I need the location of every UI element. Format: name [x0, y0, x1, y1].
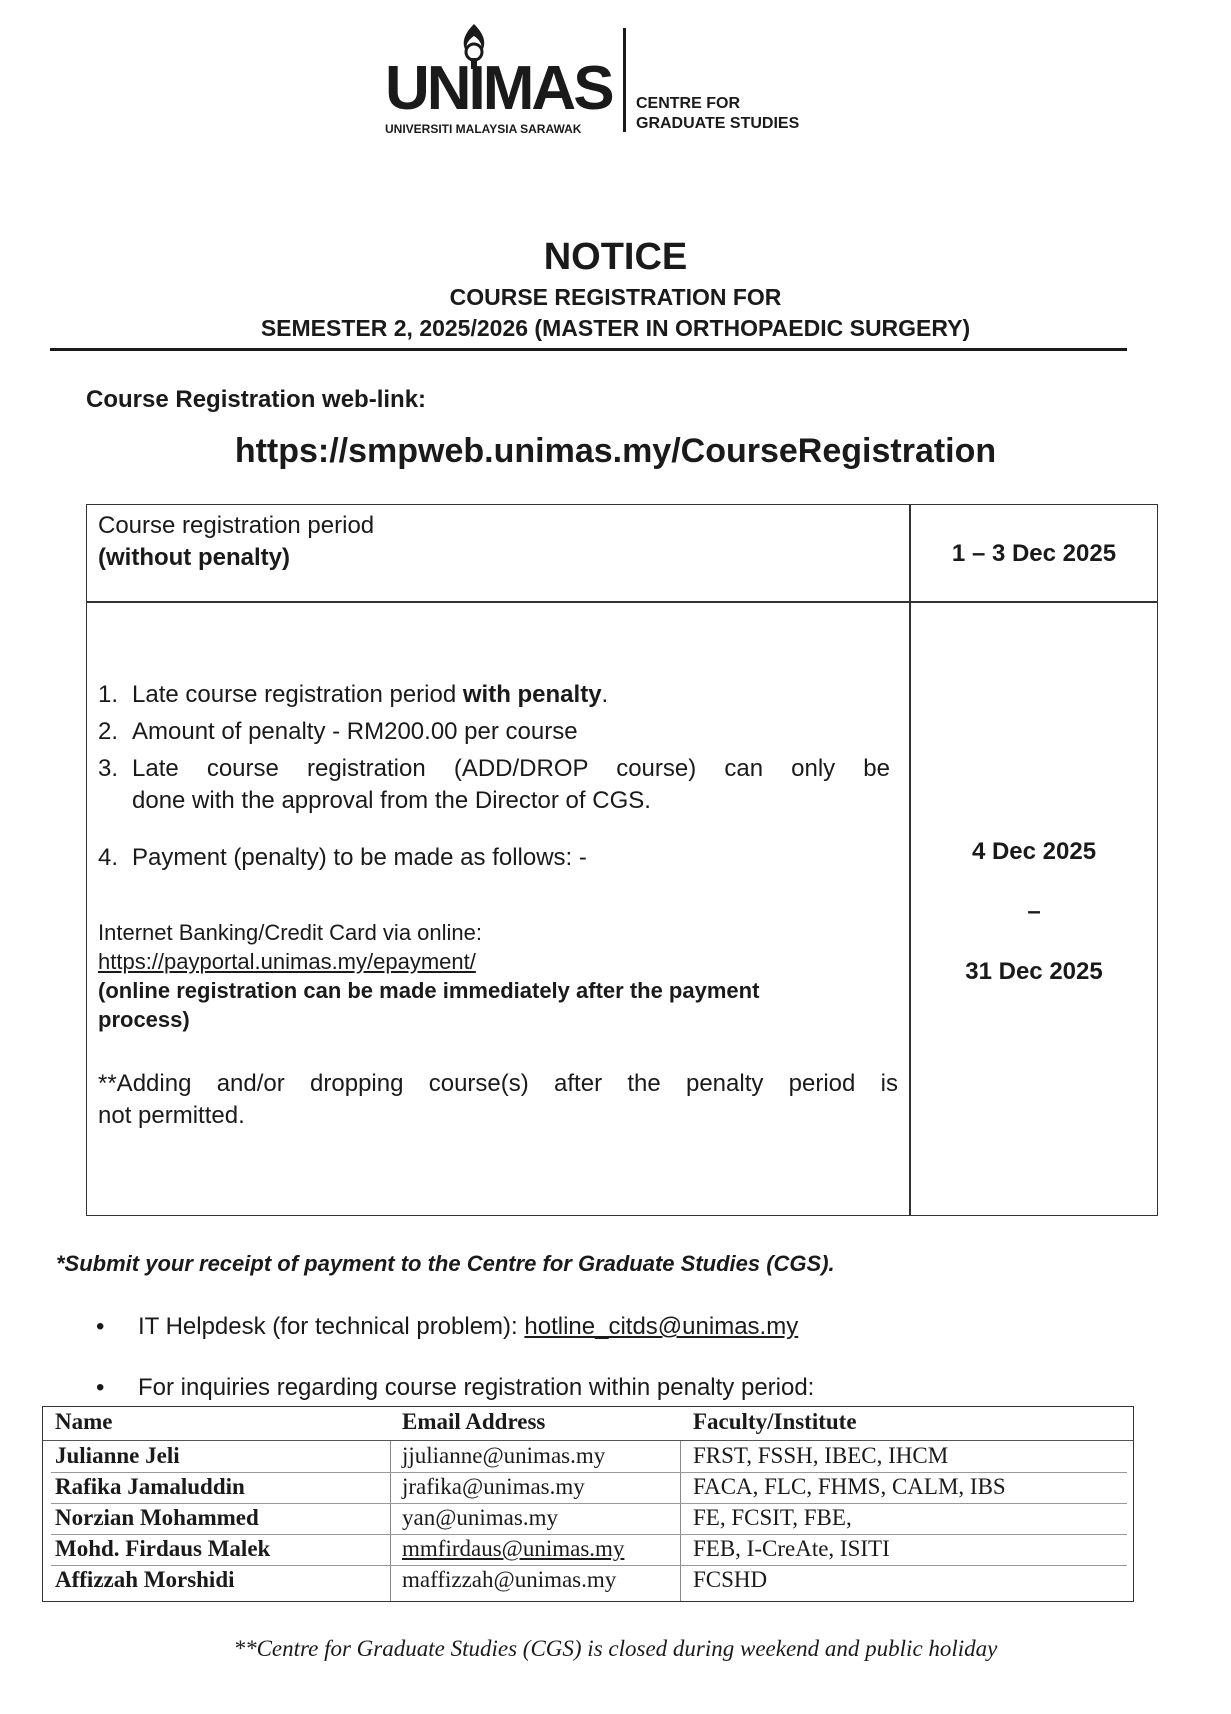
inquiries-bullet [96, 1372, 814, 1404]
penalty-warning-line2: not permitted. [98, 1102, 245, 1129]
penalty-date-separator: – [1027, 898, 1041, 925]
penalty-item-1-trail: . [601, 681, 609, 708]
contact-email[interactable]: jrafika@unimas.my [402, 1474, 585, 1499]
payment-link[interactable]: https://payportal.unimas.my/epayment/ [98, 949, 476, 974]
penalty-item-2-number: 2. [98, 718, 119, 745]
contact-faculty: FE, FCSIT, FBE, [693, 1505, 852, 1530]
penalty-date-start: 4 Dec 2025 [971, 838, 1097, 865]
penalty-item-2-text: Amount of penalty - RM200.00 per course [132, 718, 578, 745]
penalty-item-1 [98, 679, 608, 711]
period-table-row-divider [86, 601, 1158, 603]
helpdesk-email-link[interactable]: hotline_citds@unimas.my [524, 1313, 799, 1340]
penalty-warning-line1: **Adding and/or dropping course(s) after the penalty period is [98, 1070, 898, 1097]
penalty-item-1-number: 1. [98, 681, 119, 708]
contacts-divider-2 [680, 1441, 681, 1601]
period-row1-label-line1: Course registration period [98, 512, 375, 539]
header [0, 0, 1231, 150]
contacts-header-email: Email Address [402, 1409, 546, 1434]
contacts-header-faculty: Faculty/Institute [693, 1409, 857, 1434]
helpdesk-text: IT Helpdesk (for technical problem): [138, 1313, 525, 1340]
contacts-row-divider [51, 1565, 1127, 1566]
notice-subtitle-line1: COURSE REGISTRATION FOR [449, 284, 782, 310]
registration-link[interactable]: https://smpweb.unimas.my/CourseRegistration [234, 432, 997, 470]
submit-receipt-note: *Submit your receipt of payment to the Centre for Graduate Studies (CGS). [56, 1251, 835, 1276]
centre-name-line1: CENTRE FOR [636, 95, 740, 112]
payment-block [98, 918, 759, 1034]
contacts-row-divider [51, 1472, 1127, 1473]
bullet-dot-icon: • [96, 1374, 105, 1401]
period-row1-date: 1 – 3 Dec 2025 [951, 540, 1117, 567]
contact-email[interactable]: maffizzah@unimas.my [402, 1567, 617, 1592]
bullet-dot-icon: • [96, 1313, 105, 1340]
contacts-row-divider [51, 1534, 1127, 1535]
contact-email[interactable]: jjulianne@unimas.my [402, 1443, 606, 1468]
penalty-item-3-number: 3. [98, 755, 119, 782]
contact-name: Affizzah Morshidi [55, 1567, 235, 1592]
penalty-item-1-text: Late course registration period [132, 681, 463, 708]
title-rule [50, 348, 1127, 351]
penalty-item-3-line2: done with the approval from the Director of CGS. [132, 787, 651, 814]
contacts-header-name: Name [55, 1409, 113, 1434]
helpdesk-bullet [96, 1311, 798, 1343]
penalty-item-2 [98, 716, 578, 748]
period-row1-label [98, 510, 374, 574]
registration-link-label: Course Registration web-link: [86, 386, 427, 413]
penalty-item-4-text: Payment (penalty) to be made as follows: - [132, 844, 587, 871]
notice-subtitle-line2: SEMESTER 2, 2025/2026 (MASTER IN ORTHOPAEDIC SURGERY) [260, 315, 971, 341]
period-row1-label-line2: (without penalty) [98, 544, 290, 571]
inquiries-text: For inquiries regarding course registration within penalty period: [138, 1374, 815, 1401]
contact-faculty: FEB, I-CreAte, ISITI [693, 1536, 890, 1561]
payment-note-line1: (online registration can be made immediately after the payment [98, 978, 760, 1003]
contacts-header-divider [43, 1440, 1133, 1441]
contact-name: Norzian Mohammed [55, 1505, 259, 1530]
penalty-item-4 [98, 842, 587, 874]
payment-label: Internet Banking/Credit Card via online: [98, 920, 482, 945]
penalty-date-end: 31 Dec 2025 [965, 958, 1103, 985]
contact-name: Rafika Jamaluddin [55, 1474, 245, 1499]
penalty-item-3-line1: Late course registration (ADD/DROP course) can only be [132, 755, 890, 782]
penalty-item-1-bold: with penalty [462, 681, 602, 708]
notice-title: NOTICE [543, 236, 688, 278]
contact-email[interactable]: mmfirdaus@unimas.my [402, 1536, 625, 1561]
contacts-divider-1 [390, 1441, 391, 1601]
payment-note-line2: process) [98, 1007, 190, 1032]
logo-wordmark: UNIMAS [385, 54, 612, 123]
contact-faculty: FCSHD [693, 1567, 768, 1592]
contacts-row-divider [51, 1503, 1127, 1504]
contact-name: Julianne Jeli [55, 1443, 180, 1468]
contact-faculty: FACA, FLC, FHMS, CALM, IBS [693, 1474, 1006, 1499]
contacts-table [42, 1406, 1134, 1602]
centre-name-line2: GRADUATE STUDIES [636, 115, 800, 132]
logo-divider [623, 28, 626, 132]
penalty-item-4-number: 4. [98, 844, 119, 871]
contact-name: Mohd. Firdaus Malek [55, 1536, 271, 1561]
centre-name [636, 94, 799, 134]
logo-subtext: UNIVERSITI MALAYSIA SARAWAK [385, 122, 582, 136]
penalty-item-3 [98, 753, 890, 817]
footer-note: **Centre for Graduate Studies (CGS) is closed during weekend and public holiday [233, 1636, 998, 1661]
penalty-warning [98, 1068, 898, 1132]
contact-faculty: FRST, FSSH, IBEC, IHCM [693, 1443, 949, 1468]
contact-email[interactable]: yan@unimas.my [402, 1505, 558, 1530]
